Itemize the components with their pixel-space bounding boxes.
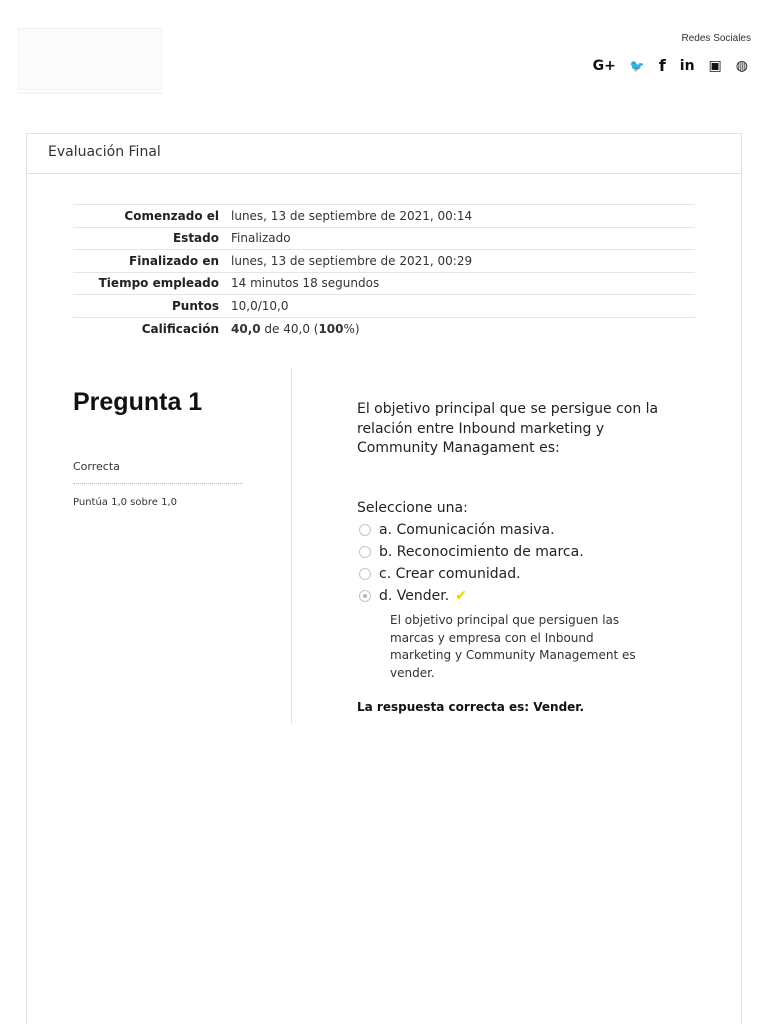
answer-prompt: Seleccione una: (357, 500, 468, 516)
summary-row (73, 295, 695, 318)
summary-row (73, 317, 695, 340)
answer-option[interactable] (359, 585, 584, 607)
grade-of: de 40,0 ( (260, 321, 319, 336)
summary-label: Puntos (73, 295, 231, 318)
question-state: Correcta (73, 460, 120, 473)
attempt-summary-table (73, 204, 695, 340)
summary-value: 10,0/10,0 (231, 295, 695, 318)
summary-value: lunes, 13 de septiembre de 2021, 00:29 (231, 250, 695, 273)
question-text: El objetivo principal que se persigue con la relación entre Inbound marketing y Community Managament es: (357, 401, 659, 456)
answer-option[interactable] (359, 519, 584, 541)
divider (73, 483, 243, 484)
summary-value: Finalizado (231, 227, 695, 250)
radio-button[interactable] (359, 524, 371, 536)
correct-answer: La respuesta correcta es: Vender. (357, 700, 585, 714)
summary-value: lunes, 13 de septiembre de 2021, 00:14 (231, 205, 695, 228)
answer-option[interactable] (359, 541, 584, 563)
summary-label: Calificación (73, 317, 231, 340)
social-label: Redes Sociales (681, 33, 751, 44)
grade-value (231, 317, 695, 340)
question-info (73, 368, 292, 724)
grade-score: 40,0 (231, 321, 261, 336)
linkedin-icon[interactable]: in (679, 58, 695, 74)
question-number: Pregunta 1 (73, 388, 203, 416)
summary-label: Estado (73, 227, 231, 250)
answer-label: a. Comunicación masiva. (379, 522, 555, 538)
summary-label: Finalizado en (73, 250, 231, 273)
checkmark-icon: ✔ (455, 588, 467, 604)
facebook-icon[interactable]: f (658, 56, 666, 75)
answer-label: b. Reconocimiento de marca. (379, 544, 584, 560)
social-icons (593, 56, 748, 76)
radio-button[interactable] (359, 568, 371, 580)
logo-tagline (18, 92, 164, 94)
site-logo (18, 28, 162, 90)
answer-label: c. Crear comunidad. (379, 566, 521, 582)
answer-feedback: El objetivo principal que persiguen las marcas y empresa con el Inbound marketing y Community Management es vender. (390, 613, 636, 680)
panel-title: Evaluación Final (27, 134, 741, 174)
grade-end: %) (343, 321, 360, 336)
summary-row (73, 272, 695, 295)
globe-icon[interactable]: ◍ (735, 58, 748, 74)
question-grade: Puntúa 1,0 sobre 1,0 (73, 497, 177, 508)
summary-row (73, 250, 695, 273)
youtube-icon[interactable]: ▣ (708, 58, 722, 74)
twitter-icon[interactable]: 🐦 (629, 59, 645, 73)
google-plus-icon[interactable]: G+ (592, 58, 616, 74)
answer-label: d. Vender. (379, 588, 450, 604)
summary-row (73, 205, 695, 228)
grade-percent: 100 (318, 321, 344, 336)
answer-option[interactable] (359, 563, 584, 585)
quiz-review-panel (26, 133, 742, 1024)
radio-button[interactable] (359, 546, 371, 558)
summary-row (73, 227, 695, 250)
summary-label: Comenzado el (73, 205, 231, 228)
summary-label: Tiempo empleado (73, 272, 231, 295)
radio-button-selected[interactable] (359, 590, 371, 602)
answer-options (359, 519, 584, 607)
summary-value: 14 minutos 18 segundos (231, 272, 695, 295)
